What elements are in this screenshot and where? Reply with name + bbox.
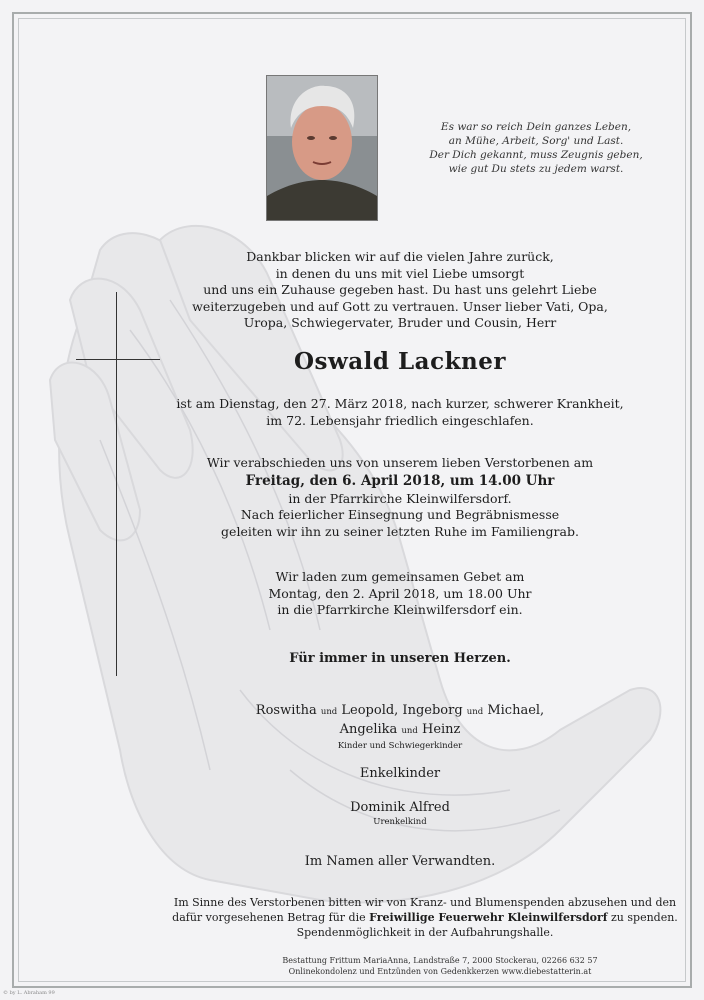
funeral-date: Freitag, den 6. April 2018, um 14.00 Uhr [245,472,555,489]
family-role: Kinder und Schwiegerkinder [337,741,463,751]
cross-horizontal [76,359,160,360]
funeral-line: in der Pfarrkirche Kleinwilfersdorf. [288,490,512,506]
intro-text [150,249,650,332]
death-notice [150,396,650,429]
quote-line: an Mühe, Arbeit, Sorg' und Last. [448,135,624,147]
quote-line: Es war so reich Dein ganzes Leben, [440,121,632,133]
footer-line: Bestattung Frittum MariaAnna, Landstraße 7, 2000 Stockerau, 02266 632 57 [282,956,598,965]
cross-vertical [116,292,117,676]
grandchildren-label: Enkelkinder [359,766,441,781]
image-credit: © by L. Abraham 99 [3,990,55,996]
prayer-line: Montag, den 2. April 2018, um 18.00 Uhr [268,585,532,601]
deceased-name: Oswald Lackner [293,348,506,375]
family-name: Angelika [339,722,398,737]
intro-line: in denen du uns mit viel Liebe umsorgt [275,265,525,281]
all-relatives: Im Namen aller Verwandten. [304,854,496,869]
intro-line: Dankbar blicken wir auf die vielen Jahre zurück, [246,249,554,264]
donation-request [160,895,690,940]
family-name: Dominik Alfred [350,800,450,815]
family-conjunction: und [466,707,484,717]
great-grandchild [150,799,650,828]
family-list [150,702,650,752]
family-name: Michael, [487,703,545,718]
donation-text: dafür vorgesehenen Betrag für die [172,911,366,924]
funeral-line: geleiten wir ihn zu seiner letzten Ruhe im Familiengrab. [221,523,579,539]
donation-line: Im Sinne des Verstorbenen bitten wir von Kranz- und Blumenspenden abzusehen und den [173,896,677,909]
motto: Für immer in unseren Herzen. [289,651,511,666]
family-line [150,721,650,740]
funeral-info [150,455,650,540]
family-conjunction: und [401,726,418,736]
prayer-info [150,569,650,619]
footer-line: Onlinekondolenz und Entzünden von Gedenkkerzen www.diebestatterin.at [288,967,592,976]
family-role: Urenkelkind [373,817,427,827]
family-name: Leopold, Ingeborg [341,703,463,718]
family-name: Heinz [421,722,461,737]
quote-line: wie gut Du stets zu jedem warst. [448,163,624,175]
family-conjunction: und [320,707,338,717]
prayer-line: in die Pfarrkirche Kleinwilfersdorf ein. [277,602,523,617]
portrait-photo [266,75,378,221]
death-line: ist am Dienstag, den 27. März 2018, nach kurzer, schwerer Krankheit, [176,396,624,411]
donation-line [160,910,690,925]
donation-line: Spendenmöglichkeit in der Aufbahrungshalle. [296,926,554,939]
family-line [150,702,650,721]
undertaker-footer [200,955,680,977]
intro-line: und uns ein Zuhause gegeben hast. Du hast uns gelehrt Liebe [203,282,597,297]
intro-line: Uropa, Schwiegervater, Bruder und Cousin, Herr [243,315,557,330]
memorial-quote [410,120,662,176]
funeral-line: Nach feierlicher Einsegnung und Begräbnismesse [240,507,560,522]
donation-text: zu spenden. [611,911,678,924]
intro-line: weiterzugeben und auf Gott zu vertrauen. Unser lieber Vati, Opa, [192,298,608,314]
donation-recipient: Freiwillige Feuerwehr Kleinwilfersdorf [369,911,608,924]
funeral-line: Wir verabschieden uns von unserem lieben Verstorbenen am [206,455,594,470]
family-name: Roswitha [255,703,317,718]
quote-line: Der Dich gekannt, muss Zeugnis geben, [429,149,643,161]
prayer-line: Wir laden zum gemeinsamen Gebet am [275,569,525,584]
death-line: im 72. Lebensjahr friedlich eingeschlafen. [266,412,534,428]
